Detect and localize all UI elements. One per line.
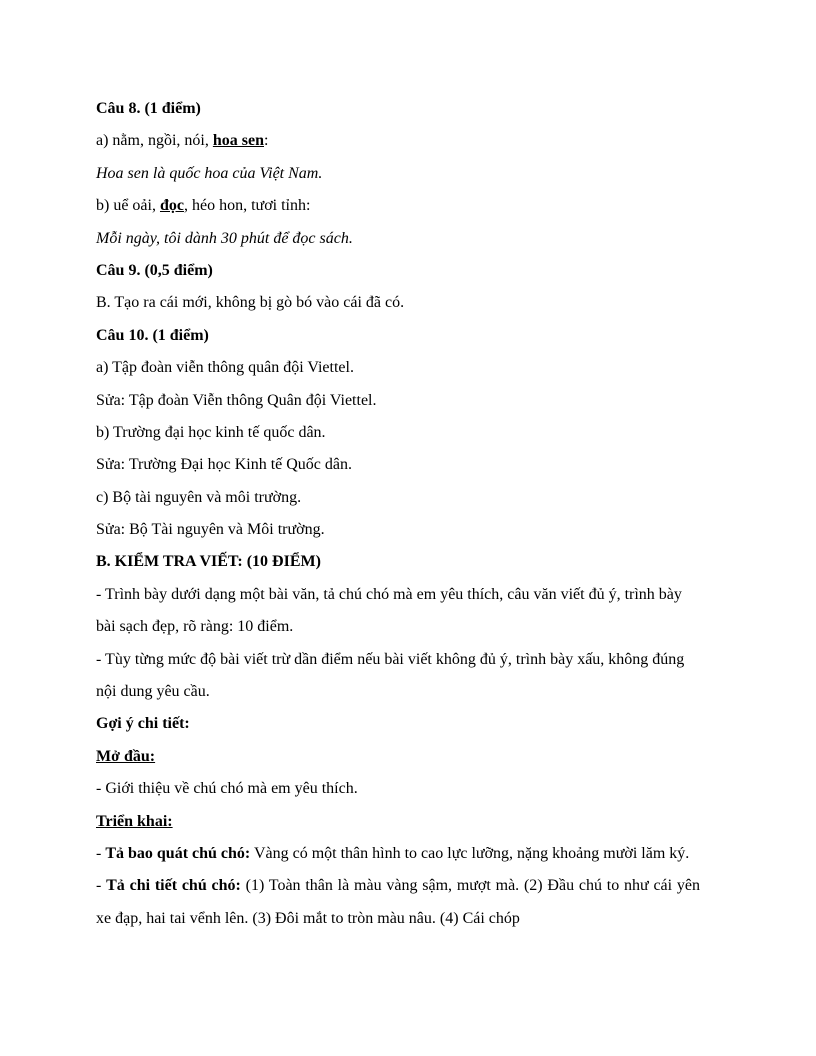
intro-heading-line xyxy=(96,741,700,773)
cau10-b: b) Trường đại học kinh tế quốc dân. xyxy=(96,423,326,441)
cau8-b-highlight: đọc xyxy=(159,197,184,215)
cau10-c: c) Bộ tài nguyên và môi trường. xyxy=(96,488,302,506)
cau8-b-example: Mỗi ngày, tôi dành 30 phút để đọc sách. xyxy=(96,229,353,247)
p1-dash: - xyxy=(96,845,106,863)
cau8-a-prefix: a) nằm, ngồi, nói, xyxy=(96,132,213,150)
cau8-a-suffix: : xyxy=(264,132,269,150)
cau8-a-highlight: hoa sen xyxy=(212,132,264,150)
cau10-b-fix: Sửa: Trường Đại học Kinh tế Quốc dân. xyxy=(96,456,353,474)
cau8-b-line xyxy=(96,190,700,222)
cau8-a-example: Hoa sen là quốc hoa của Việt Nam. xyxy=(96,164,323,182)
cau10-a: a) Tập đoàn viễn thông quân đội Viettel. xyxy=(96,359,354,377)
intro-text: - Giới thiệu về chú chó mà em yêu thích. xyxy=(96,780,358,798)
cau10-c-fix: Sửa: Bộ Tài nguyên và Môi trường. xyxy=(96,521,325,539)
p1-text: Vàng có một thân hình to cao lực lưỡng, nặng khoảng mười lăm ký. xyxy=(250,845,690,863)
writing-heading: B. KIỂM TRA VIẾT: (10 ĐIỂM) xyxy=(96,553,321,571)
document-body xyxy=(96,93,700,935)
writing-rule-2: - Tùy từng mức độ bài viết trừ dần điểm nếu bài viết không đủ ý, trình bày xấu, không đúng nội dung yêu cầu. xyxy=(96,650,685,701)
cau10-a-fix: Sửa: Tập đoàn Viễn thông Quân đội Viettel. xyxy=(96,391,377,409)
p1-label: Tả bao quát chú chó: xyxy=(105,845,251,863)
body-paragraph-2 xyxy=(96,870,700,935)
cau10-heading: Câu 10. (1 điểm) xyxy=(96,326,209,344)
cau8-b-suffix: , héo hon, tươi tỉnh: xyxy=(183,197,311,215)
body-heading: Triển khai: xyxy=(96,812,173,830)
hint-heading: Gợi ý chi tiết: xyxy=(96,715,190,733)
cau8-heading: Câu 8. (1 điểm) xyxy=(96,100,201,117)
p2-dash: - xyxy=(96,877,107,895)
cau8-a-line xyxy=(96,125,700,157)
cau8-b-prefix: b) uể oải, xyxy=(96,197,160,215)
body-heading-line xyxy=(96,806,700,838)
body-paragraph-1 xyxy=(96,838,700,870)
cau9-answer: B. Tạo ra cái mới, không bị gò bó vào cái đã có. xyxy=(96,294,405,312)
p2-text: (1) Toàn thân là màu vàng sậm, mượt mà. (2) Đầu chú to như cái yên xe đạp, hai tai vểnh lên. (3) Đôi mắt to tròn màu nâu. (4) Cái chóp xyxy=(96,877,701,927)
writing-rule-1: - Trình bày dưới dạng một bài văn, tả chú chó mà em yêu thích, câu văn viết đủ ý, trình bày bài sạch đẹp, rõ ràng: 10 điểm. xyxy=(96,585,682,636)
p2-label: Tả chi tiết chú chó: xyxy=(106,877,241,895)
intro-heading: Mở đầu: xyxy=(96,747,156,765)
cau9-heading: Câu 9. (0,5 điểm) xyxy=(96,261,213,279)
